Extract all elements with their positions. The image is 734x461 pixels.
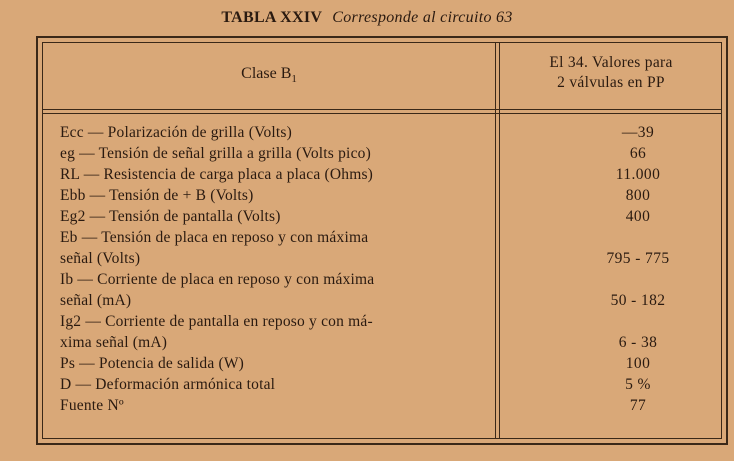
column-header-values-line2: 2 válvulas en PP xyxy=(557,74,665,91)
table-number: TABLA XXIV xyxy=(221,9,323,26)
row-label: Ebb — Tensión de + B (Volts) xyxy=(60,187,254,204)
row-label: señal (Volts) xyxy=(60,250,141,267)
table-row xyxy=(60,311,720,332)
column-header-values xyxy=(501,53,721,93)
row-value: 50 - 182 xyxy=(610,292,666,309)
row-label: Ib — Corriente de placa en reposo y con máxima xyxy=(60,271,375,288)
table-row xyxy=(60,227,720,248)
table-row xyxy=(60,143,720,164)
row-value: 6 - 38 xyxy=(618,334,658,351)
table-row xyxy=(60,164,720,185)
row-value: 795 - 775 xyxy=(606,250,670,267)
row-label: Eb — Tensión de placa en reposo y con máxima xyxy=(60,229,369,246)
table-row xyxy=(60,374,720,395)
page-title xyxy=(0,9,734,27)
table-row xyxy=(60,269,720,290)
table-row xyxy=(60,395,720,416)
table-body xyxy=(60,122,720,416)
row-label: RL — Resistencia de carga placa a placa (Ohms) xyxy=(60,166,374,183)
table-subtitle: Corresponde al circuito 63 xyxy=(332,9,513,26)
row-value: 11.000 xyxy=(615,166,661,183)
column-header-class xyxy=(43,65,495,85)
column-header-class-text: Clase B xyxy=(241,65,292,82)
table-row xyxy=(60,353,720,374)
row-label: Eg2 — Tensión de pantalla (Volts) xyxy=(60,208,281,225)
table-row xyxy=(60,332,720,353)
row-label: D — Deformación armónica total xyxy=(60,376,276,393)
row-label: Ig2 — Corriente de pantalla en reposo y con má- xyxy=(60,313,373,330)
row-value: 100 xyxy=(625,355,651,372)
column-header-values-line1: El 34. Valores para xyxy=(549,54,673,71)
table-row xyxy=(60,185,720,206)
row-label: Ecc — Polarización de grilla (Volts) xyxy=(60,124,293,141)
row-label: señal (mA) xyxy=(60,292,132,309)
row-value: —39 xyxy=(621,124,655,141)
row-value: 66 xyxy=(629,145,647,162)
table-row xyxy=(60,122,720,143)
table-row xyxy=(60,290,720,311)
row-value: 400 xyxy=(625,208,651,225)
row-value: 77 xyxy=(629,397,647,414)
table-frame xyxy=(36,36,728,445)
row-label: xima señal (mA) xyxy=(60,334,168,351)
header-divider xyxy=(43,109,721,110)
row-value: 5 % xyxy=(625,376,651,393)
row-value: 800 xyxy=(625,187,651,204)
column-header-class-sub: 1 xyxy=(291,73,297,86)
row-label: Fuente Nº xyxy=(60,397,124,414)
row-label: eg — Tensión de señal grilla a grilla (Volts pico) xyxy=(60,145,371,162)
table-row xyxy=(60,248,720,269)
table-row xyxy=(60,206,720,227)
row-label: Ps — Potencia de salida (W) xyxy=(60,355,245,372)
header-divider-double xyxy=(43,113,721,114)
